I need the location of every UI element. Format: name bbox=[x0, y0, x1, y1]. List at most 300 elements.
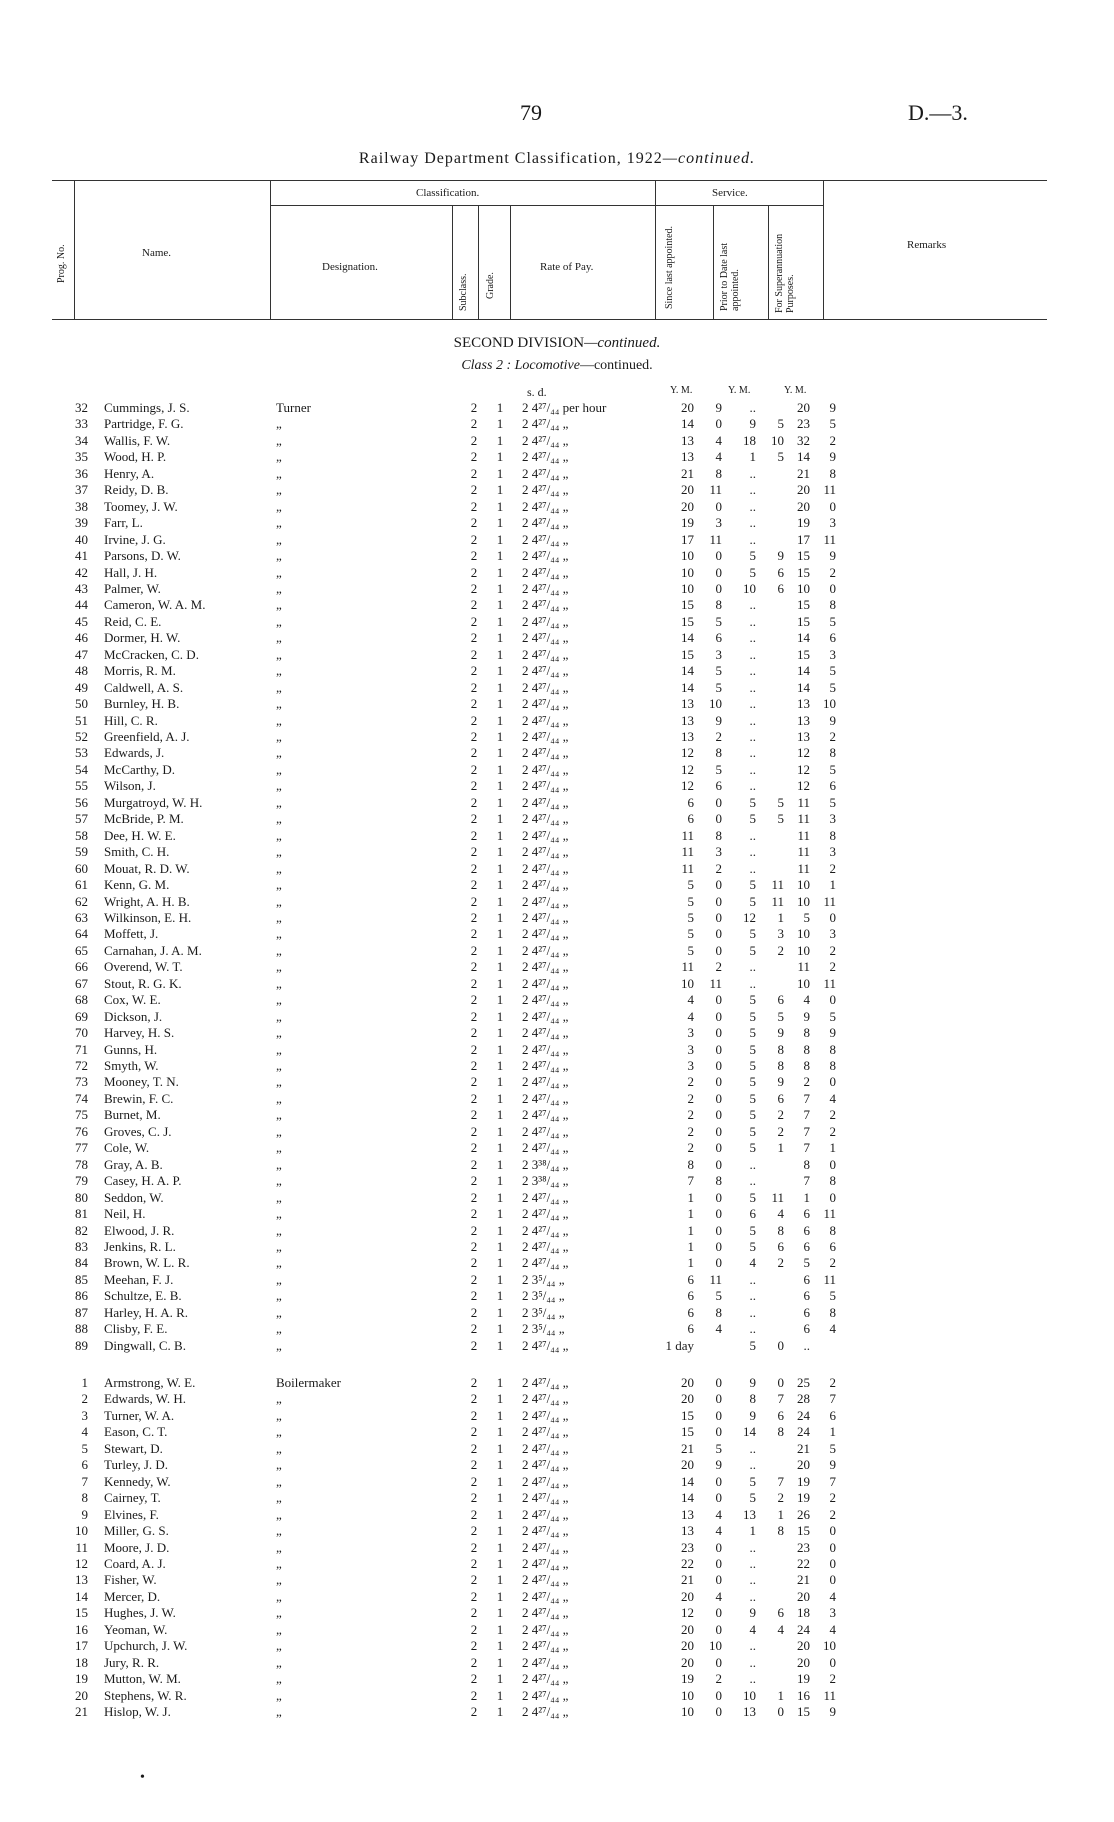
cell-prog-no: 8 bbox=[81, 1490, 88, 1506]
cell-prog-no: 42 bbox=[75, 564, 88, 580]
cell-super-months: 2 bbox=[829, 729, 836, 744]
cell-designation: „ bbox=[276, 1189, 282, 1205]
cell-designation: „ bbox=[276, 1473, 282, 1489]
cell-since-months: 0 bbox=[715, 992, 722, 1008]
cell-name: Morris, R. M. bbox=[104, 663, 176, 679]
cell-subclass: 2 bbox=[470, 1490, 478, 1506]
cell-prior-years: 5 bbox=[749, 1058, 756, 1073]
cell-super-months: 2 bbox=[829, 432, 836, 448]
cell-name: Groves, C. J. bbox=[104, 1123, 172, 1139]
table-row bbox=[0, 1507, 1114, 1524]
cell-prior-months: 1 bbox=[777, 1687, 784, 1703]
cell-super-months: 2 bbox=[829, 1255, 836, 1271]
cell-designation: „ bbox=[276, 564, 282, 580]
cell-prior-years: 5 bbox=[749, 893, 756, 909]
cell-grade: 1 bbox=[496, 1457, 504, 1473]
cell-rate-of-pay: 2 3⁵/₄₄ „ bbox=[522, 1288, 565, 1304]
cell-prior-years: .. bbox=[749, 778, 756, 794]
cell-name: Harley, H. A. R. bbox=[104, 1304, 189, 1320]
cell-rate-of-pay: 2 4²⁷/₄₄ „ bbox=[522, 1041, 569, 1057]
cell-name: Henry, A. bbox=[104, 465, 155, 481]
cell-prog-no: 59 bbox=[75, 844, 88, 860]
cell-since-years: 15 bbox=[681, 613, 694, 629]
header-grade: Grade. bbox=[485, 272, 496, 299]
cell-grade: 1 bbox=[496, 1107, 504, 1123]
cell-name: Hill, C. R. bbox=[104, 712, 158, 728]
cell-prior-months: 1 bbox=[777, 909, 784, 925]
cell-designation: „ bbox=[276, 1140, 282, 1156]
cell-grade: 1 bbox=[496, 1704, 504, 1719]
cell-designation: „ bbox=[276, 844, 282, 860]
cell-prior-years: .. bbox=[749, 745, 756, 761]
title-continued: —continued. bbox=[662, 150, 756, 167]
cell-designation: „ bbox=[276, 1222, 282, 1238]
cell-since-years: 1 bbox=[687, 1189, 694, 1205]
cell-since-years: 22 bbox=[681, 1555, 694, 1571]
cell-prior-years: 5 bbox=[749, 1090, 756, 1106]
cell-prior-months: 8 bbox=[777, 1424, 784, 1440]
table-row bbox=[0, 630, 1114, 647]
cell-super-months: 0 bbox=[829, 1523, 836, 1539]
table-row bbox=[0, 1408, 1114, 1425]
cell-designation: „ bbox=[276, 1490, 282, 1506]
cell-prog-no: 49 bbox=[75, 679, 88, 695]
cell-name: Kennedy, W. bbox=[104, 1473, 171, 1489]
table-row bbox=[0, 1223, 1114, 1240]
cell-super-months: 5 bbox=[829, 663, 836, 679]
cell-designation: „ bbox=[276, 1025, 282, 1041]
cell-super-years: 15 bbox=[797, 564, 810, 580]
cell-rate-of-pay: 2 4²⁷/₄₄ „ bbox=[522, 926, 569, 942]
cell-name: Wallis, F. W. bbox=[104, 432, 171, 448]
cell-subclass: 2 bbox=[470, 1654, 478, 1670]
cell-super-months: 11 bbox=[823, 1271, 836, 1287]
cell-rate-of-pay: 2 4²⁷/₄₄ „ bbox=[522, 811, 569, 827]
table-row bbox=[0, 811, 1114, 828]
section-heading bbox=[0, 335, 1114, 352]
cell-name: Stephens, W. R. bbox=[104, 1687, 187, 1703]
cell-super-years: 15 bbox=[797, 613, 810, 629]
cell-since-years: 11 bbox=[681, 827, 694, 843]
cell-rate-of-pay: 2 4²⁷/₄₄ „ bbox=[522, 465, 569, 481]
cell-prior-years: .. bbox=[749, 1638, 756, 1654]
cell-since-months: 3 bbox=[715, 646, 722, 662]
cell-grade: 1 bbox=[496, 1440, 504, 1456]
cell-super-months: 7 bbox=[829, 1473, 836, 1489]
cell-grade: 1 bbox=[496, 1337, 504, 1353]
cell-prior-months: 1 bbox=[777, 1140, 784, 1156]
cell-prior-months: 6 bbox=[777, 1407, 784, 1423]
cell-rate-of-pay: 2 4²⁷/₄₄ „ bbox=[522, 1391, 569, 1407]
cell-super-years: 9 bbox=[803, 1008, 810, 1024]
cell-since-months: 8 bbox=[715, 745, 722, 761]
cell-prog-no: 36 bbox=[75, 465, 88, 481]
cell-since-months: 0 bbox=[715, 1605, 722, 1621]
cell-super-years: 10 bbox=[797, 975, 810, 991]
table-row bbox=[0, 713, 1114, 730]
cell-since-months: 4 bbox=[715, 1321, 722, 1337]
table-row bbox=[0, 1638, 1114, 1655]
cell-grade: 1 bbox=[496, 1638, 504, 1654]
cell-since-months: 0 bbox=[715, 1008, 722, 1024]
cell-rate-of-pay: 2 3⁵/₄₄ „ bbox=[522, 1304, 565, 1320]
cell-grade: 1 bbox=[496, 1490, 504, 1506]
cell-prior-months: 6 bbox=[777, 1605, 784, 1621]
cell-subclass: 2 bbox=[470, 1621, 478, 1637]
cell-super-months: 2 bbox=[829, 564, 836, 580]
cell-name: Fisher, W. bbox=[104, 1572, 157, 1588]
cell-since-months: 9 bbox=[715, 1457, 722, 1473]
cell-super-years: 10 bbox=[797, 942, 810, 958]
cell-since-years: 6 bbox=[687, 794, 694, 810]
cell-grade: 1 bbox=[496, 663, 504, 679]
cell-super-years: 8 bbox=[803, 1041, 810, 1057]
cell-designation: „ bbox=[276, 1173, 282, 1189]
cell-since-years: 15 bbox=[681, 597, 694, 613]
cell-since-years: 13 bbox=[681, 696, 694, 712]
document-reference: D.—3. bbox=[908, 100, 968, 125]
cell-since-months: 0 bbox=[715, 877, 722, 893]
cell-prior-years: 8 bbox=[749, 1391, 756, 1407]
cell-super-years: 6 bbox=[803, 1271, 810, 1287]
cell-rate-of-pay: 2 4²⁷/₄₄ „ bbox=[522, 1490, 569, 1506]
cell-subclass: 2 bbox=[470, 1238, 478, 1254]
cell-grade: 1 bbox=[496, 1572, 504, 1588]
cell-designation: „ bbox=[276, 1238, 282, 1254]
cell-super-years: 11 bbox=[797, 794, 810, 810]
cell-prog-no: 33 bbox=[75, 416, 88, 432]
cell-grade: 1 bbox=[496, 1304, 504, 1320]
table-row bbox=[0, 1157, 1114, 1174]
cell-super-months: 2 bbox=[829, 860, 836, 876]
cell-rate-of-pay: 2 3⁵/₄₄ „ bbox=[522, 1271, 565, 1287]
cell-super-years: 11 bbox=[797, 959, 810, 975]
cell-since-years: 19 bbox=[681, 515, 694, 531]
cell-since-years: 14 bbox=[681, 663, 694, 679]
table-row bbox=[0, 1190, 1114, 1207]
cell-prior-months: 0 bbox=[777, 1375, 784, 1390]
cell-prior-years: 5 bbox=[749, 1041, 756, 1057]
cell-super-years: 22 bbox=[797, 1555, 810, 1571]
cell-subclass: 2 bbox=[470, 877, 478, 893]
cell-since-years: 12 bbox=[681, 745, 694, 761]
cell-since-months: 3 bbox=[715, 844, 722, 860]
cell-prior-years: 5 bbox=[749, 1123, 756, 1139]
cell-name: Hall, J. H. bbox=[104, 564, 158, 580]
cell-since-years: 14 bbox=[681, 630, 694, 646]
cell-subclass: 2 bbox=[470, 613, 478, 629]
cell-super-years: 10 bbox=[797, 926, 810, 942]
cell-designation: „ bbox=[276, 794, 282, 810]
cell-grade: 1 bbox=[496, 1090, 504, 1106]
cell-prog-no: 89 bbox=[75, 1337, 88, 1353]
cell-rate-of-pay: 2 4²⁷/₄₄ „ bbox=[522, 959, 569, 975]
cell-prior-years: 5 bbox=[749, 942, 756, 958]
cell-super-months: 3 bbox=[829, 926, 836, 942]
cell-grade: 1 bbox=[496, 1539, 504, 1555]
cell-since-years: 7 bbox=[687, 1173, 694, 1189]
cell-since-years: 10 bbox=[681, 548, 694, 564]
cell-prior-months: 2 bbox=[777, 1490, 784, 1506]
cell-subclass: 2 bbox=[470, 975, 478, 991]
section-continued: —continued. bbox=[584, 335, 661, 351]
header-superannuation: For Superannuation Purposes. bbox=[774, 233, 796, 313]
cell-designation: „ bbox=[276, 580, 282, 596]
table-row bbox=[0, 1272, 1114, 1289]
cell-subclass: 2 bbox=[470, 1025, 478, 1041]
cell-prior-years: 5 bbox=[749, 1074, 756, 1090]
cell-designation: „ bbox=[276, 1391, 282, 1407]
cell-grade: 1 bbox=[496, 1058, 504, 1073]
table-row bbox=[0, 1424, 1114, 1441]
cell-designation: „ bbox=[276, 1638, 282, 1654]
cell-super-years: 14 bbox=[797, 630, 810, 646]
cell-since-years: 12 bbox=[681, 761, 694, 777]
table-row bbox=[0, 680, 1114, 697]
cell-prior-years: .. bbox=[749, 515, 756, 531]
cell-since-months: 0 bbox=[715, 564, 722, 580]
cell-super-months: 6 bbox=[829, 630, 836, 646]
cell-since-months: 11 bbox=[709, 975, 722, 991]
cell-designation: „ bbox=[276, 992, 282, 1008]
cell-subclass: 2 bbox=[470, 1321, 478, 1337]
cell-grade: 1 bbox=[496, 1238, 504, 1254]
cell-name: Eason, C. T. bbox=[104, 1424, 168, 1440]
cell-name: Burnley, H. B. bbox=[104, 696, 180, 712]
cell-since-months: 0 bbox=[715, 1222, 722, 1238]
cell-rate-of-pay: 2 4²⁷/₄₄ „ bbox=[522, 1140, 569, 1156]
cell-super-months: 9 bbox=[829, 449, 836, 465]
cell-super-years: 7 bbox=[803, 1107, 810, 1123]
cell-name: Elwood, J. R. bbox=[104, 1222, 175, 1238]
cell-super-years: 21 bbox=[797, 1440, 810, 1456]
cell-name: Wilkinson, E. H. bbox=[104, 909, 192, 925]
cell-super-years: 15 bbox=[797, 1523, 810, 1539]
cell-grade: 1 bbox=[496, 630, 504, 646]
cell-name: Turley, J. D. bbox=[104, 1457, 169, 1473]
cell-since-years: 1 bbox=[687, 1222, 694, 1238]
cell-subclass: 2 bbox=[470, 400, 478, 415]
cell-since-years: 10 bbox=[681, 975, 694, 991]
cell-super-months: 8 bbox=[829, 827, 836, 843]
cell-subclass: 2 bbox=[470, 679, 478, 695]
cell-prior-months: 6 bbox=[777, 1090, 784, 1106]
cell-name: Mouat, R. D. W. bbox=[104, 860, 190, 876]
cell-super-months: 5 bbox=[829, 679, 836, 695]
cell-subclass: 2 bbox=[470, 1671, 478, 1687]
cell-prior-months: 8 bbox=[777, 1058, 784, 1073]
cell-rate-of-pay: 2 4²⁷/₄₄ „ bbox=[522, 515, 569, 531]
cell-subclass: 2 bbox=[470, 761, 478, 777]
cell-since-months: 4 bbox=[715, 449, 722, 465]
table-row bbox=[0, 1058, 1114, 1075]
cell-grade: 1 bbox=[496, 1255, 504, 1271]
cell-prog-no: 40 bbox=[75, 531, 88, 547]
cell-subclass: 2 bbox=[470, 1288, 478, 1304]
cell-name: Gunns, H. bbox=[104, 1041, 158, 1057]
cell-name: Dee, H. W. E. bbox=[104, 827, 176, 843]
cell-super-months: 8 bbox=[829, 1222, 836, 1238]
cell-prior-years: 5 bbox=[749, 1140, 756, 1156]
cell-since-months: 0 bbox=[715, 1687, 722, 1703]
cell-since-months: 9 bbox=[715, 712, 722, 728]
cell-since-years: 2 bbox=[687, 1140, 694, 1156]
cell-name: McCarthy, D. bbox=[104, 761, 176, 777]
cell-prior-months: 9 bbox=[777, 1025, 784, 1041]
cell-rate-of-pay: 2 4²⁷/₄₄ „ bbox=[522, 1473, 569, 1489]
cell-super-years: 12 bbox=[797, 745, 810, 761]
cell-super-years: 15 bbox=[797, 646, 810, 662]
cell-rate-of-pay: 2 4²⁷/₄₄ „ bbox=[522, 1638, 569, 1654]
cell-since-months: 0 bbox=[715, 1025, 722, 1041]
cell-designation: „ bbox=[276, 498, 282, 514]
cell-designation: „ bbox=[276, 1156, 282, 1172]
cell-name: Mooney, T. N. bbox=[104, 1074, 179, 1090]
cell-name: McBride, P. M. bbox=[104, 811, 184, 827]
table-row bbox=[0, 1441, 1114, 1458]
cell-designation: „ bbox=[276, 1506, 282, 1522]
cell-super-months: 6 bbox=[829, 1238, 836, 1254]
cell-prior-years: .. bbox=[749, 1271, 756, 1287]
cell-rate-of-pay: 2 4²⁷/₄₄ „ bbox=[522, 1090, 569, 1106]
cell-subclass: 2 bbox=[470, 548, 478, 564]
cell-grade: 1 bbox=[496, 1407, 504, 1423]
cell-prog-no: 17 bbox=[75, 1638, 88, 1654]
cell-designation: „ bbox=[276, 449, 282, 465]
cell-name: Meehan, F. J. bbox=[104, 1271, 174, 1287]
cell-subclass: 2 bbox=[470, 1206, 478, 1222]
table-row bbox=[0, 828, 1114, 845]
cell-name: Cameron, W. A. M. bbox=[104, 597, 206, 613]
cell-grade: 1 bbox=[496, 1025, 504, 1041]
cell-subclass: 2 bbox=[470, 1090, 478, 1106]
table-row bbox=[0, 745, 1114, 762]
cell-since-months: 10 bbox=[709, 696, 722, 712]
cell-since-months: 0 bbox=[715, 1391, 722, 1407]
cell-super-months: 8 bbox=[829, 597, 836, 613]
cell-prior-months: 4 bbox=[777, 1621, 784, 1637]
cell-name: Brown, W. L. R. bbox=[104, 1255, 190, 1271]
cell-super-years: 18 bbox=[797, 1605, 810, 1621]
cell-rate-of-pay: 2 4²⁷/₄₄ „ bbox=[522, 1654, 569, 1670]
table-row bbox=[0, 1375, 1114, 1392]
cell-prior-years: .. bbox=[749, 696, 756, 712]
cell-since-months: 0 bbox=[715, 498, 722, 514]
cell-prog-no: 52 bbox=[75, 729, 88, 744]
cell-rate-of-pay: 2 4²⁷/₄₄ „ bbox=[522, 942, 569, 958]
cell-rate-of-pay: 2 4²⁷/₄₄ „ bbox=[522, 1704, 569, 1719]
table-row bbox=[0, 1556, 1114, 1573]
cell-designation: „ bbox=[276, 761, 282, 777]
table-row bbox=[0, 894, 1114, 911]
cell-prior-months: 6 bbox=[777, 580, 784, 596]
cell-name: Caldwell, A. S. bbox=[104, 679, 184, 695]
cell-since-years: 6 bbox=[687, 1321, 694, 1337]
cell-grade: 1 bbox=[496, 1473, 504, 1489]
cell-since-years: 20 bbox=[681, 1654, 694, 1670]
cell-designation: „ bbox=[276, 1407, 282, 1423]
cell-name: Overend, W. T. bbox=[104, 959, 183, 975]
cell-prior-years: 5 bbox=[749, 811, 756, 827]
cell-super-months: 0 bbox=[829, 1074, 836, 1090]
cell-prior-years: 9 bbox=[749, 416, 756, 432]
cell-designation: „ bbox=[276, 515, 282, 531]
cell-since-years: 19 bbox=[681, 1671, 694, 1687]
cell-super-years: 25 bbox=[797, 1375, 810, 1390]
cell-super-months: 2 bbox=[829, 959, 836, 975]
cell-super-years: 21 bbox=[797, 465, 810, 481]
cell-prior-years: 9 bbox=[749, 1407, 756, 1423]
cell-subclass: 2 bbox=[470, 663, 478, 679]
table-row bbox=[0, 992, 1114, 1009]
cell-subclass: 2 bbox=[470, 778, 478, 794]
cell-grade: 1 bbox=[496, 1271, 504, 1287]
cell-since-months: 9 bbox=[715, 400, 722, 415]
cell-super-months: 3 bbox=[829, 844, 836, 860]
cell-rate-of-pay: 2 4²⁷/₄₄ „ bbox=[522, 696, 569, 712]
cell-super-months: 11 bbox=[823, 482, 836, 498]
cell-super-years: 6 bbox=[803, 1206, 810, 1222]
cell-name: Hughes, J. W. bbox=[104, 1605, 176, 1621]
cell-subclass: 2 bbox=[470, 1572, 478, 1588]
cell-since-years: 3 bbox=[687, 1058, 694, 1073]
cell-super-months: 2 bbox=[829, 1107, 836, 1123]
table-row bbox=[0, 548, 1114, 565]
table-header bbox=[52, 180, 1047, 320]
cell-since-months: 2 bbox=[715, 959, 722, 975]
cell-super-years: 19 bbox=[797, 1490, 810, 1506]
cell-designation: „ bbox=[276, 778, 282, 794]
table-row bbox=[0, 696, 1114, 713]
cell-rate-of-pay: 2 4²⁷/₄₄ „ bbox=[522, 580, 569, 596]
cell-subclass: 2 bbox=[470, 860, 478, 876]
table-row bbox=[0, 1704, 1114, 1721]
cell-rate-of-pay: 2 4²⁷/₄₄ „ bbox=[522, 761, 569, 777]
cell-since-months: 8 bbox=[715, 827, 722, 843]
header-classification: Classification. bbox=[416, 187, 480, 199]
cell-prior-months: 5 bbox=[777, 449, 784, 465]
cell-prior-years: .. bbox=[749, 630, 756, 646]
cell-designation: „ bbox=[276, 1074, 282, 1090]
table-row bbox=[0, 1288, 1114, 1305]
cell-subclass: 2 bbox=[470, 465, 478, 481]
class-heading bbox=[0, 358, 1114, 374]
cell-designation: „ bbox=[276, 432, 282, 448]
cell-designation: „ bbox=[276, 1539, 282, 1555]
cell-since-years: 6 bbox=[687, 1304, 694, 1320]
cell-prior-months: 5 bbox=[777, 794, 784, 810]
cell-rate-of-pay: 2 4²⁷/₄₄ „ bbox=[522, 712, 569, 728]
cell-super-years: 12 bbox=[797, 778, 810, 794]
cell-super-years: 7 bbox=[803, 1173, 810, 1189]
cell-super-months: 5 bbox=[829, 416, 836, 432]
cell-prior-years: .. bbox=[749, 531, 756, 547]
cell-rate-of-pay: 2 4²⁷/₄₄ „ bbox=[522, 498, 569, 514]
cell-since-years: 13 bbox=[681, 1506, 694, 1522]
cell-super-months: 0 bbox=[829, 580, 836, 596]
cell-prog-no: 77 bbox=[75, 1140, 88, 1156]
cell-designation: „ bbox=[276, 1654, 282, 1670]
cell-grade: 1 bbox=[496, 1506, 504, 1522]
cell-rate-of-pay: 2 3⁵/₄₄ „ bbox=[522, 1321, 565, 1337]
cell-prior-months: 7 bbox=[777, 1473, 784, 1489]
table-row bbox=[0, 778, 1114, 795]
cell-since-years: 15 bbox=[681, 646, 694, 662]
cell-subclass: 2 bbox=[470, 416, 478, 432]
cell-prior-years: .. bbox=[749, 1588, 756, 1604]
cell-rate-of-pay: 2 4²⁷/₄₄ „ bbox=[522, 1123, 569, 1139]
cell-rate-of-pay: 2 4²⁷/₄₄ „ bbox=[522, 1523, 569, 1539]
